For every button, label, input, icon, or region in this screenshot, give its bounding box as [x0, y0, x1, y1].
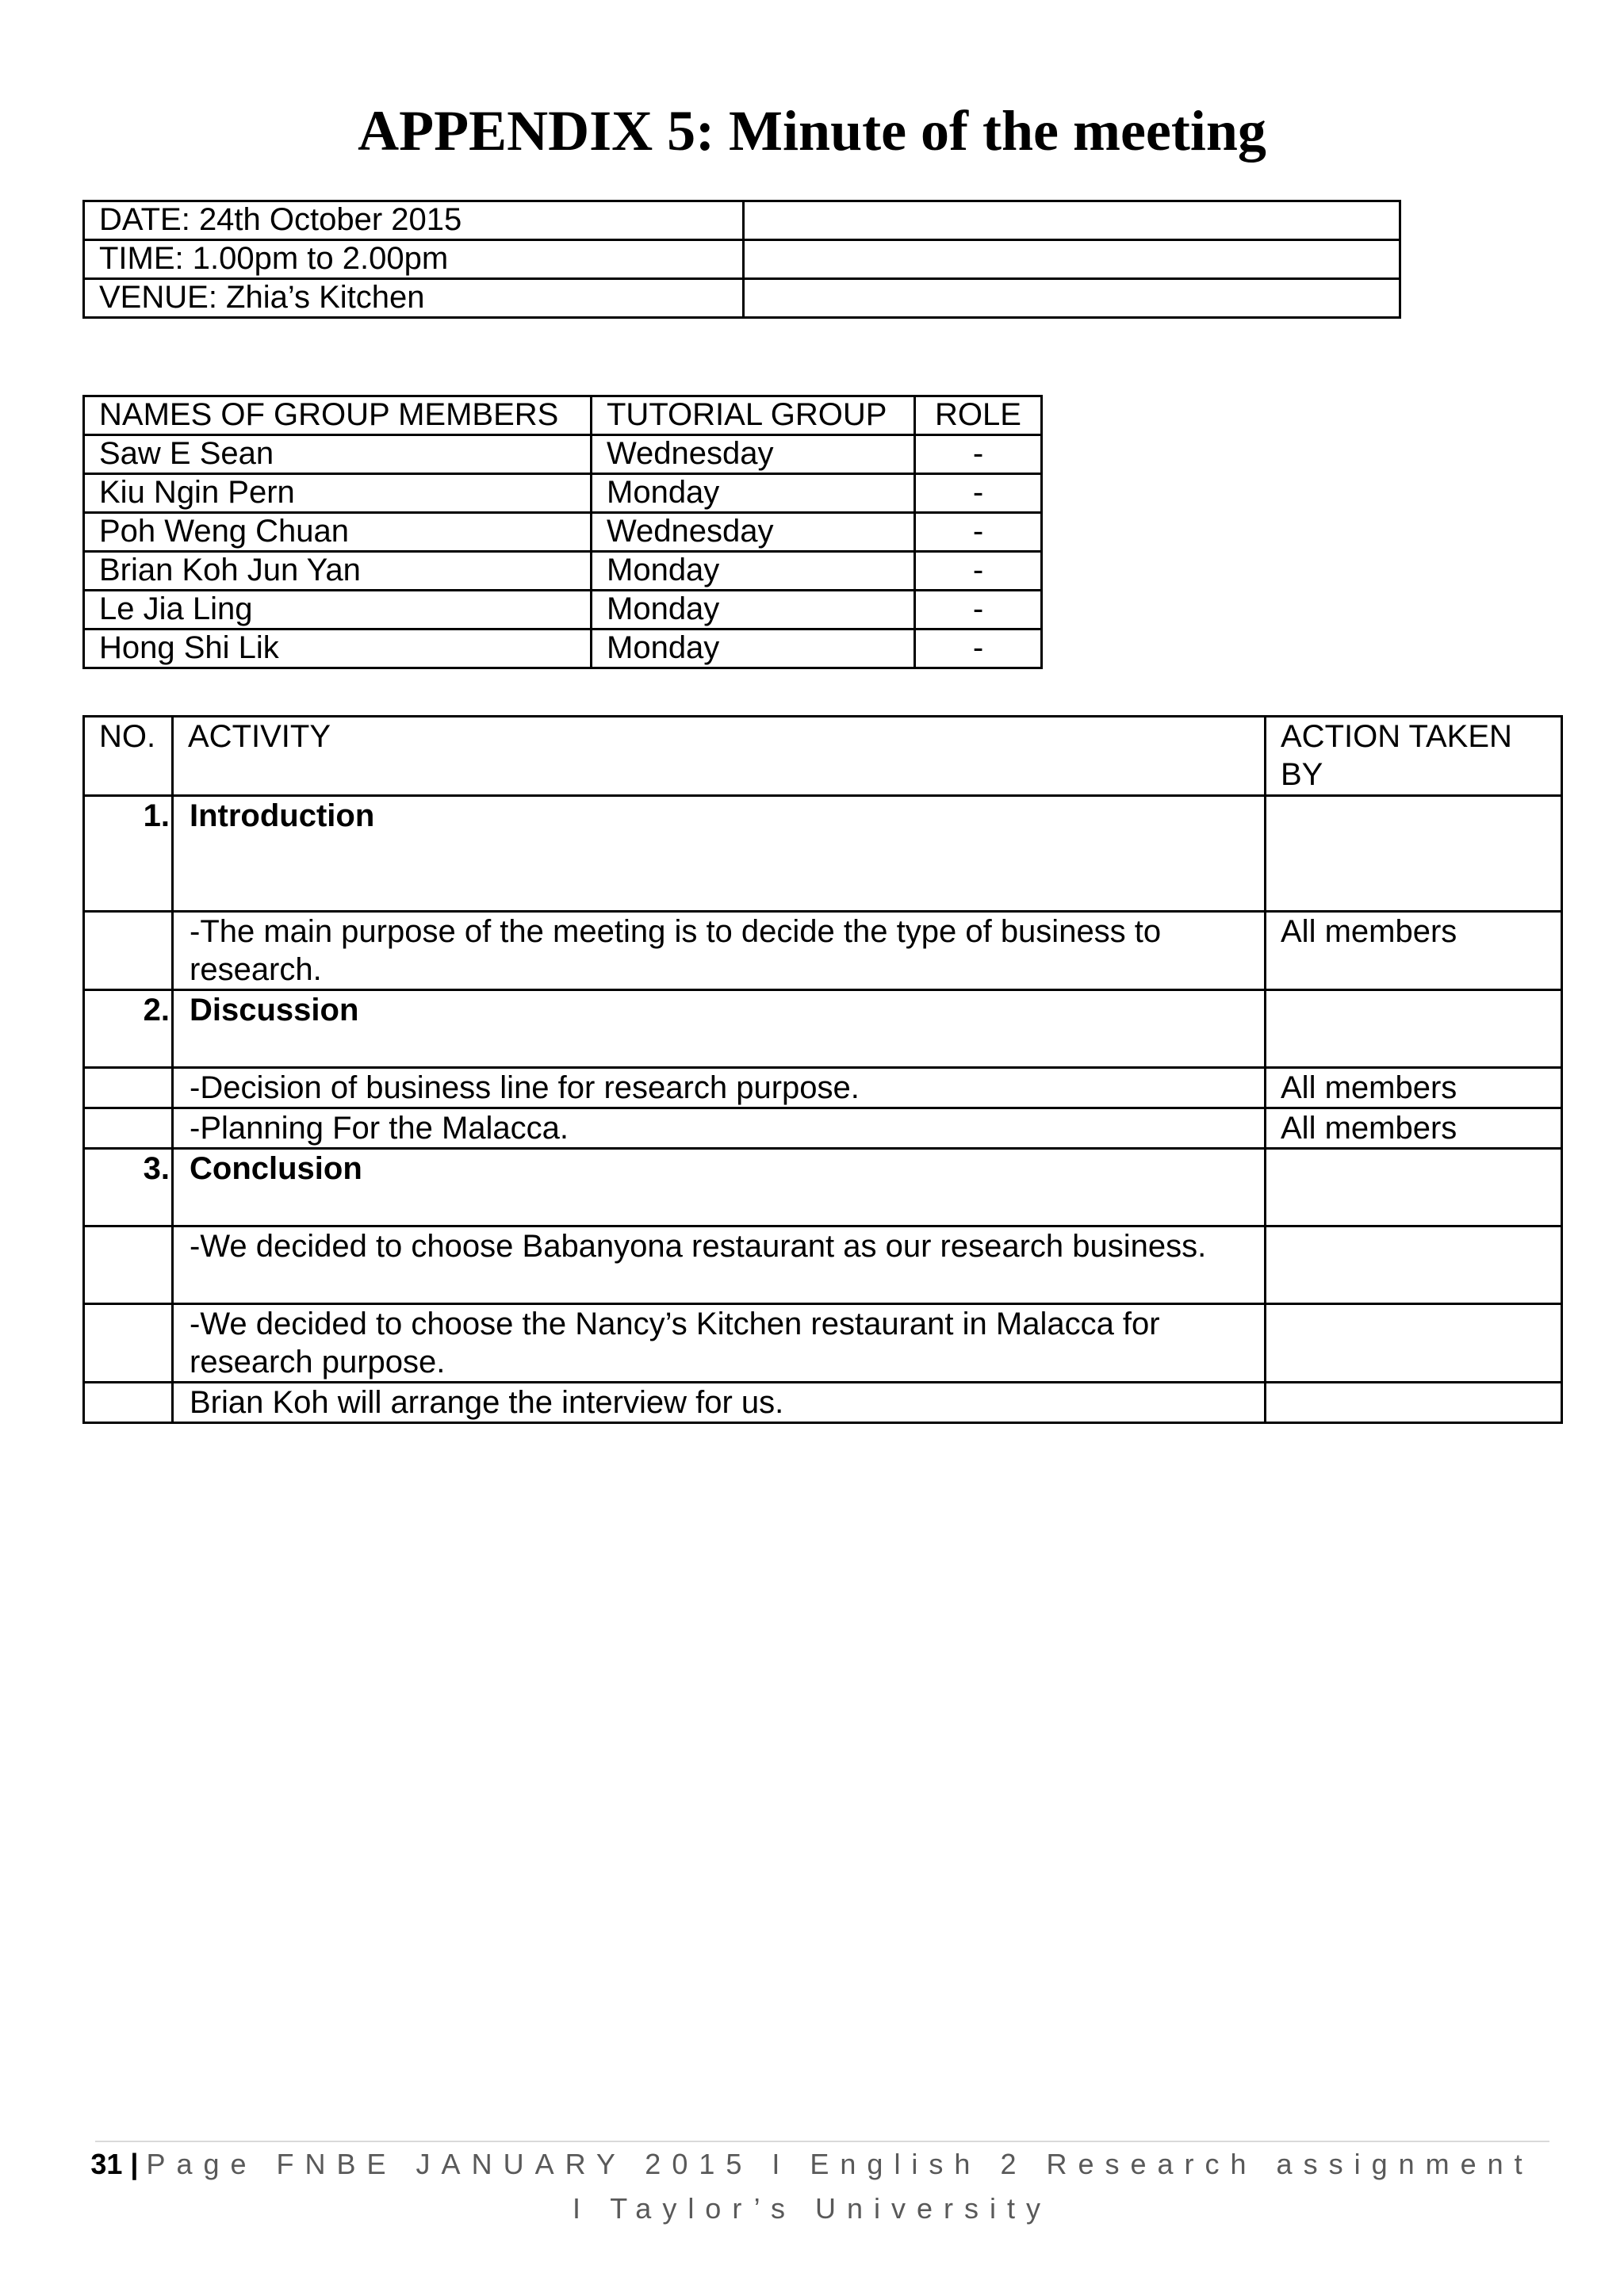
- section-row: [84, 990, 1562, 1068]
- member-role: -: [915, 435, 1042, 474]
- member-name: Saw E Sean: [84, 435, 592, 474]
- activity-number: [84, 912, 173, 990]
- page-number: 31: [90, 2148, 123, 2180]
- section-row: [84, 796, 1562, 912]
- action-taken-by: All members: [1266, 1068, 1562, 1108]
- table-row: [84, 552, 1042, 591]
- member-role: -: [915, 474, 1042, 513]
- member-tutorial-group: Wednesday: [592, 513, 915, 552]
- section-heading: Conclusion: [173, 1149, 1266, 1226]
- member-name: Poh Weng Chuan: [84, 513, 592, 552]
- activity-number: [84, 1304, 173, 1383]
- table-row: [84, 240, 1400, 279]
- table-row: [84, 1304, 1562, 1383]
- table-row: [84, 1108, 1562, 1149]
- column-header-action-taken-by: ACTION TAKEN BY: [1266, 717, 1562, 796]
- table-row: [84, 912, 1562, 990]
- group-members-table: [82, 395, 1043, 669]
- action-taken-by: [1266, 1226, 1562, 1304]
- action-taken-by: [1266, 1383, 1562, 1423]
- table-row: [84, 435, 1042, 474]
- column-header-tutorial-group: TUTORIAL GROUP: [592, 396, 915, 435]
- activity-number: 1.: [84, 796, 173, 912]
- column-header-no: NO.: [84, 717, 173, 796]
- member-name: Brian Koh Jun Yan: [84, 552, 592, 591]
- member-tutorial-group: Monday: [592, 629, 915, 668]
- activity-text: -Decision of business line for research purpose.: [173, 1068, 1266, 1108]
- table-row: [84, 279, 1400, 318]
- activity-number: [84, 1068, 173, 1108]
- meeting-time: TIME: 1.00pm to 2.00pm: [84, 240, 744, 279]
- activity-text: -We decided to choose the Nancy’s Kitchen restaurant in Malacca for research purpose.: [173, 1304, 1266, 1383]
- member-tutorial-group: Monday: [592, 591, 915, 629]
- member-role: -: [915, 591, 1042, 629]
- footer-text: Page FNBE JANUARY 2015 I English 2 Research assignment: [146, 2148, 1534, 2180]
- table-header-row: [84, 717, 1562, 796]
- activity-table: [82, 715, 1563, 1424]
- section-heading: Discussion: [173, 990, 1266, 1068]
- member-role: -: [915, 552, 1042, 591]
- member-role: -: [915, 629, 1042, 668]
- table-row: [84, 1383, 1562, 1423]
- empty-cell: [744, 279, 1400, 318]
- column-header-names: NAMES OF GROUP MEMBERS: [84, 396, 592, 435]
- action-taken-by: [1266, 990, 1562, 1068]
- activity-number: 2.: [84, 990, 173, 1068]
- table-row: [84, 513, 1042, 552]
- activity-text: -Planning For the Malacca.: [173, 1108, 1266, 1149]
- activity-text: -The main purpose of the meeting is to decide the type of business to research.: [173, 912, 1266, 990]
- table-row: [84, 1226, 1562, 1304]
- meeting-date: DATE: 24th October 2015: [84, 201, 744, 240]
- activity-text: Brian Koh will arrange the interview for us.: [173, 1383, 1266, 1423]
- member-tutorial-group: Wednesday: [592, 435, 915, 474]
- table-row: [84, 1068, 1562, 1108]
- table-header-row: [84, 396, 1042, 435]
- table-row: [84, 629, 1042, 668]
- activity-number: [84, 1108, 173, 1149]
- member-name: Kiu Ngin Pern: [84, 474, 592, 513]
- empty-cell: [744, 201, 1400, 240]
- member-tutorial-group: Monday: [592, 474, 915, 513]
- member-name: Le Jia Ling: [84, 591, 592, 629]
- member-role: -: [915, 513, 1042, 552]
- empty-cell: [744, 240, 1400, 279]
- table-row: [84, 474, 1042, 513]
- meeting-info-table: [82, 200, 1401, 319]
- section-row: [84, 1149, 1562, 1226]
- activity-text: -We decided to choose Babanyona restaurant as our research business.: [173, 1226, 1266, 1304]
- table-row: [84, 591, 1042, 629]
- table-row: [84, 201, 1400, 240]
- action-taken-by: [1266, 1304, 1562, 1383]
- column-header-activity: ACTIVITY: [173, 717, 1266, 796]
- action-taken-by: [1266, 1149, 1562, 1226]
- activity-number: 3.: [84, 1149, 173, 1226]
- action-taken-by: All members: [1266, 912, 1562, 990]
- page-title: APPENDIX 5: Minute of the meeting: [358, 99, 1266, 163]
- action-taken-by: [1266, 796, 1562, 912]
- footer-separator: |: [130, 2148, 139, 2180]
- page-footer: [0, 2142, 1624, 2187]
- column-header-role: ROLE: [915, 396, 1042, 435]
- section-heading: Introduction: [173, 796, 1266, 912]
- action-taken-by: All members: [1266, 1108, 1562, 1149]
- member-tutorial-group: Monday: [592, 552, 915, 591]
- activity-number: [84, 1226, 173, 1304]
- member-name: Hong Shi Lik: [84, 629, 592, 668]
- activity-number: [84, 1383, 173, 1423]
- footer-university: I Taylor’s University: [572, 2192, 1052, 2225]
- meeting-venue: VENUE: Zhia’s Kitchen: [84, 279, 744, 318]
